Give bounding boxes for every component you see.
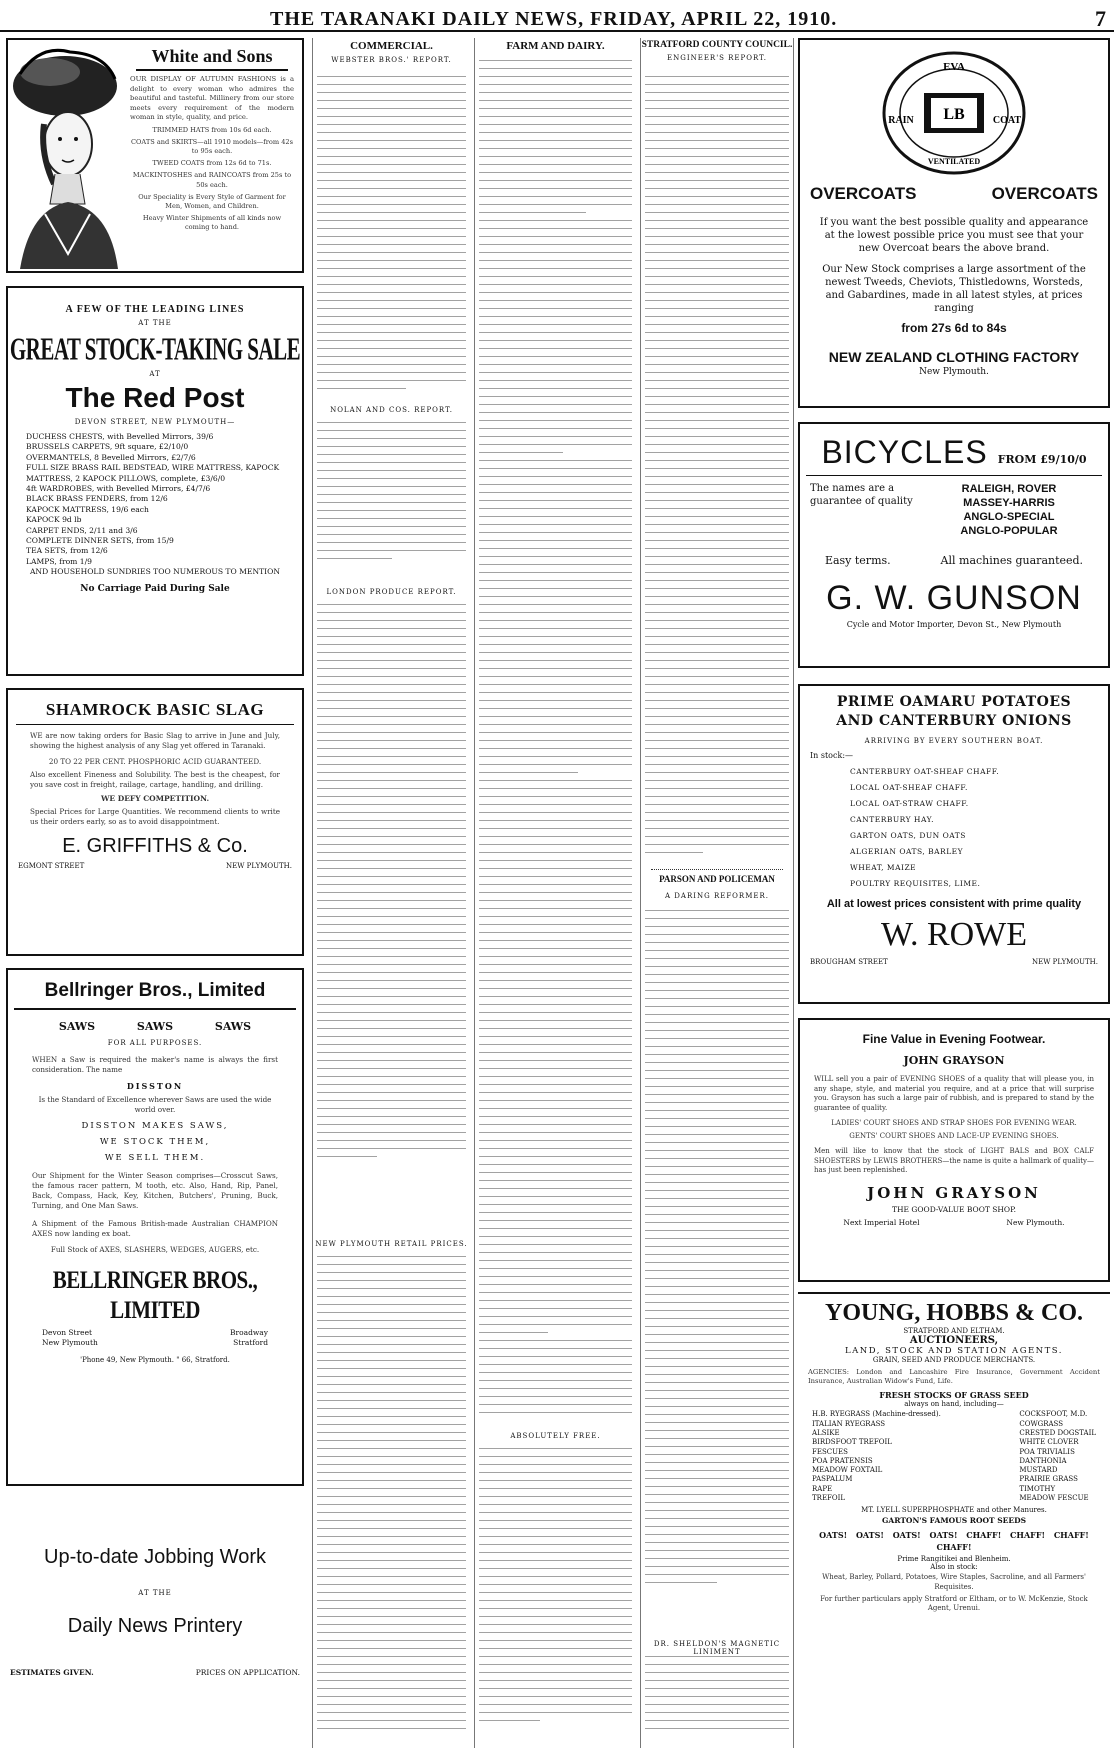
young-wheat: Wheat, Barley, Pollard, Potatoes, Wire Staples, Sacroline, and all Farmers' Requisites.: [822, 1573, 1086, 1591]
red-post-item: AND HOUSEHOLD SUNDRIES TOO NUMEROUS TO MENTION: [29, 567, 281, 577]
potatoes-ad: [798, 684, 1110, 1004]
shamrock-pct: 20 TO 22 PER CENT. PHOSPHORIC ACID GUARANTEED.: [48, 757, 262, 766]
shamrock-defy: WE DEFY COMPETITION.: [100, 794, 210, 804]
young-garton: GARTON'S FAMOUS ROOT SEEDS: [882, 1516, 1026, 1526]
bellringer-axes: A Shipment of the Famous British-made Australian CHAMPION AXES now landing ex boat.: [32, 1219, 278, 1238]
council-sub-reformer: A DARING REFORMER.: [665, 892, 769, 900]
red-post-item: FULL SIZE BRASS RAIL BEDSTEAD, WIRE MATTRESS, KAPOCK MATTRESS, 2 KAPOCK PILLOWS, complete, £3/6/0: [26, 463, 280, 483]
bicycles-from: FROM £9/10/0: [997, 453, 1087, 466]
potatoes-arriving: ARRIVING BY EVERY SOUTHERN BOAT.: [864, 737, 1044, 745]
red-post-pre: A FEW OF THE LEADING LINES: [65, 304, 245, 315]
saws-label: SAWS: [58, 1020, 96, 1033]
red-post-addr: DEVON STREET, NEW PLYMOUTH—: [74, 418, 236, 426]
seed-item: DANTHONIA: [1019, 1456, 1067, 1465]
bicycles-title: BICYCLES: [821, 434, 988, 470]
young-oats-chaff: OATS! OATS! OATS! OATS! CHAFF! CHAFF! CHAFF! CHAFF!: [819, 1530, 1089, 1553]
commercial-text-block: [317, 1256, 466, 1746]
bellringer-makes: DISSTON MAKES SAWS,: [81, 1121, 229, 1131]
grayson-body: WILL sell you a pair of EVENING SHOES of a quality that will please you, in any shape, style, and material you require, and at a price that will surprise you. Grayson has such a large pair of rubbish, and is prepared to stand by the guarantee of quality.: [814, 1075, 1094, 1112]
white-sons-intro: OUR DISPLAY OF AUTUMN FASHIONS is a delight to every woman who admires the beautiful and tasteful. Millinery from our store meets every requirement of the modern woman in style, quality, and price.: [130, 75, 294, 121]
bellringer-standard: Is the Standard of Excellence wherever Saws are used the wide world over.: [38, 1095, 272, 1114]
grayson-store: THE GOOD-VALUE BOOT SHOP.: [892, 1204, 1016, 1214]
red-post-item: KAPOCK MATTRESS, 19/6 each: [26, 504, 149, 514]
badge-bottom-text: VENTILATED: [927, 157, 981, 166]
red-post-item: BRUSSELS CARPETS, 9ft square, £2/10/0: [26, 442, 189, 452]
potatoes-instock: In stock:—: [810, 751, 854, 760]
grayson-ladies: LADIES' COURT SHOES AND STRAP SHOES FOR EVENING WEAR.: [831, 1119, 1077, 1127]
white-sons-ad: [6, 38, 304, 273]
masthead: [0, 0, 1114, 32]
red-post-items: [8, 428, 302, 582]
white-sons-tweed: TWEED COATS from 12s 6d to 71s.: [152, 159, 272, 168]
bellringer-ad: [6, 968, 304, 1486]
potatoes-title2: AND CANTERBURY ONIONS: [836, 713, 1072, 729]
grayson-ad: [798, 1018, 1110, 1282]
jobbing-title: Up-to-date Jobbing Work: [44, 1546, 266, 1568]
potatoes-item: GARTON OATS, DUN OATS: [850, 831, 966, 840]
council-text-block: [645, 76, 789, 856]
farm-text-block: [479, 60, 632, 1420]
bicycles-addr: Cycle and Motor Importer, Devon St., New Plymouth: [846, 620, 1062, 629]
grayson-men: Men will like to know that the stock of LIGHT BALS and BOX CALF SHOESTERS by LEWIS BROTHERS—the name is quite a hallmark of quality—has just been replenished.: [814, 1147, 1094, 1175]
potatoes-item: ALGERIAN OATS, BARLEY: [850, 847, 964, 856]
seed-item: ITALIAN RYEGRASS: [812, 1419, 886, 1428]
white-sons-title: White and Sons: [151, 46, 273, 66]
potatoes-title1: PRIME OAMARU POTATOES: [836, 694, 1072, 710]
seed-item: FESCUES: [812, 1447, 848, 1456]
seed-item: TIMOTHY: [1019, 1484, 1056, 1493]
shamrock-title: SHAMROCK BASIC SLAG: [45, 700, 265, 719]
bellringer-logo: BELLRINGER BROS., LIMITED: [52, 1265, 258, 1325]
seed-item: WHITE CLOVER: [1019, 1438, 1079, 1447]
seed-item: COCKSFOOT, M.D.: [1019, 1410, 1088, 1419]
potatoes-item: LOCAL OAT-SHEAF CHAFF.: [850, 783, 968, 792]
shamrock-special: Special Prices for Large Quantities. We recommend clients to write us their orders early, so as to avoid disappointment.: [30, 807, 280, 827]
young-fresh: FRESH STOCKS OF GRASS SEED: [879, 1390, 1029, 1401]
shamrock-ad: [6, 688, 304, 956]
seed-item: COWGRASS: [1019, 1419, 1064, 1428]
farm-heading: FARM AND DAIRY.: [506, 40, 605, 52]
column-5: [798, 38, 1110, 1748]
red-post-item: KAPOCK 9d lb: [26, 515, 82, 525]
bicycles-guar: All machines guaranteed.: [940, 554, 1084, 567]
seed-item: MEADOW FOXTAIL: [812, 1466, 883, 1475]
seed-item: MEADOW FESCUE: [1019, 1494, 1089, 1503]
bellringer-disston: DISSTON: [126, 1081, 184, 1091]
council-sub-engineer: ENGINEER'S REPORT.: [667, 54, 767, 62]
commercial-text-block: [317, 422, 466, 582]
lady-portrait-illustration: [10, 44, 120, 269]
red-post-item: COMPLETE DINNER SETS, from 15/9: [26, 536, 174, 546]
bicycle-brand: MASSEY-HARRIS: [963, 497, 1055, 509]
bicycles-firm: G. W. GUNSON: [826, 579, 1082, 617]
young-agents: LAND, STOCK AND STATION AGENTS.: [844, 1346, 1064, 1356]
badge-top-text: EVA: [943, 61, 965, 73]
overcoats-body2: Our New Stock comprises a large assortment of the newest Tweeds, Cheviots, Thistledowns, Worsteds, and Gabardines, made in all latest styles, at prices ranging: [822, 264, 1086, 314]
young-always: always on hand, including—: [904, 1400, 1004, 1409]
white-sons-mack: MACKINTOSHES and RAINCOATS from 25s to 50s each.: [132, 171, 292, 189]
young-agencies: AGENCIES: London and Lancashire Fire Insurance, Government Accident Insurance, Australian Widow's Fund, Life.: [808, 1368, 1100, 1386]
grayson-big: JOHN GRAYSON: [867, 1183, 1041, 1202]
young-also: Also in stock:: [930, 1563, 978, 1572]
white-sons-hats: TRIMMED HATS from 10s 6d each.: [152, 125, 272, 134]
red-post-at2: AT: [149, 370, 161, 378]
bicycles-names: The names are a guarantee of quality: [810, 483, 913, 507]
saws-label: SAWS: [136, 1020, 174, 1033]
council-text-block: [645, 910, 789, 1590]
bellringer-shipment: Our Shipment for the Winter Season comprises—Crosscut Saws, the famous racer pattern, M tooth, etc. Also, Hand, Rip, Panel, Back, Compass, Hack, Key, Kitchen, Butchers', Pruning, Buck, Turning, and One Man Saws.: [32, 1171, 278, 1210]
overcoats-ad: [798, 38, 1110, 408]
bellringer-full: Full Stock of AXES, SLASHERS, WEDGES, AUGERS, etc.: [50, 1245, 260, 1254]
overcoats-price: from 27s 6d to 84s: [901, 321, 1007, 335]
potatoes-item: CANTERBURY HAY.: [850, 815, 934, 824]
jobbing-name: Daily News Printery: [67, 1615, 243, 1637]
red-post-item: 4ft WARDROBES, with Bevelled Mirrors, £4/7/6: [26, 484, 211, 494]
potatoes-item: WHEAT, MAIZE: [850, 863, 917, 872]
column-county-council: [640, 38, 794, 1748]
potatoes-town: NEW PLYMOUTH.: [1032, 958, 1098, 966]
white-sons-spec: Our Speciality is Every Style of Garment for Men, Women, and Children.: [138, 192, 286, 210]
commercial-heading: COMMERCIAL.: [350, 40, 433, 52]
council-sub-sheldon: DR. SHELDON'S MAGNETIC LINIMENT: [653, 1640, 781, 1656]
young-hobbs-ad: [798, 1292, 1110, 1748]
grayson-town: New Plymouth.: [1006, 1217, 1065, 1227]
badge-right-text: COAT: [992, 115, 1022, 126]
bellringer-np: New Plymouth: [42, 1338, 98, 1348]
red-post-item: LAMPS, from 1/9: [26, 556, 93, 566]
jobbing-foot-right: PRICES ON APPLICATION.: [195, 1668, 300, 1677]
overcoats-firm: NEW ZEALAND CLOTHING FACTORY: [828, 349, 1080, 365]
seed-item: RAPE: [812, 1484, 833, 1493]
commercial-sub-webster: WEBSTER BROS.' REPORT.: [331, 56, 452, 64]
young-grain: GRAIN, SEED AND PRODUCE MERCHANTS.: [872, 1356, 1036, 1364]
commercial-sub-nolan: NOLAN AND COS. REPORT.: [330, 406, 453, 414]
seed-item: PRAIRIE GRASS: [1019, 1475, 1078, 1484]
young-further: For further particulars apply Stratford or Eltham, or to W. McKenzie, Stock Agent, Urenui.: [820, 1594, 1088, 1612]
jobbing-at: AT THE: [138, 1589, 172, 1597]
commercial-sub-london: LONDON PRODUCE REPORT.: [326, 588, 457, 596]
white-sons-coats: COATS and SKIRTS—all 1910 models—from 42s to 95s each.: [130, 137, 293, 155]
potatoes-firm: W. ROWE: [880, 916, 1028, 953]
commercial-sub-retail: NEW PLYMOUTH RETAIL PRICES.: [315, 1240, 468, 1248]
overcoats-title-right: OVERCOATS: [991, 184, 1098, 203]
seed-item: PASPALUM: [812, 1475, 853, 1484]
shamrock-also: Also excellent Fineness and Solubility. The best is the cheapest, for you save cost in freight, railage, cartage, handling, and drilling.: [30, 770, 280, 790]
potatoes-street: BROUGHAM STREET: [810, 958, 888, 966]
young-places: STRATFORD AND ELTHAM.: [903, 1327, 1005, 1335]
commercial-text-block: [317, 76, 466, 396]
rain-coat-badge-icon: [879, 48, 1029, 178]
column-1: [6, 38, 304, 1748]
young-title: YOUNG, HOBBS & CO.: [824, 1300, 1084, 1326]
bicycle-brand: ANGLO-SPECIAL: [963, 511, 1055, 523]
council-text-block: [645, 1656, 789, 1746]
red-post-name: The Red Post: [65, 382, 245, 413]
page-number: 7: [1095, 6, 1106, 31]
young-auct: AUCTIONEERS,: [909, 1335, 999, 1346]
bicycles-terms: Easy terms.: [824, 554, 891, 567]
seed-item: CRESTED DOGSTAIL: [1019, 1429, 1096, 1437]
shamrock-firm: E. GRIFFITHS & Co.: [62, 835, 248, 858]
seed-item: ALSIKE: [812, 1429, 840, 1437]
seed-item: POA TRIVIALIS: [1019, 1447, 1075, 1456]
masthead-title: THE TARANAKI DAILY NEWS, FRIDAY, APRIL 22, 1910.: [270, 8, 838, 30]
shamrock-town: NEW PLYMOUTH.: [226, 862, 292, 871]
young-prime: Prime Rangitikei and Blenheim.: [897, 1555, 1011, 1564]
council-heading: STRATFORD COUNTY COUNCIL.: [641, 40, 793, 50]
farm-sub-free: ABSOLUTELY FREE.: [510, 1432, 601, 1440]
bellringer-broadway: Broadway: [229, 1328, 268, 1338]
grayson-next: Next Imperial Hotel: [843, 1217, 920, 1227]
badge-left-text: RAIN: [888, 115, 914, 126]
red-post-sale: GREAT STOCK-TAKING SALE: [9, 330, 301, 367]
potatoes-item: POULTRY REQUISITES, LIME.: [850, 879, 981, 888]
svg-text:LB: LB: [943, 106, 965, 123]
potatoes-lowest: All at lowest prices consistent with prime quality: [826, 898, 1082, 910]
potatoes-item: CANTERBURY OAT-SHEAF CHAFF.: [850, 767, 1000, 776]
red-post-item: BLACK BRASS FENDERS, from 12/6: [26, 494, 168, 504]
council-sub-parson: PARSON AND POLICEMAN: [659, 874, 775, 884]
potatoes-item: LOCAL OAT-STRAW CHAFF.: [850, 799, 969, 808]
bellringer-title: Bellringer Bros., Limited: [44, 980, 266, 1001]
seed-item: H.B. RYEGRASS (Machine-dressed).: [812, 1410, 941, 1419]
shamrock-body: WE are now taking orders for Basic Slag to arrive in June and July, showing the highest analysis of any Slag yet offered in Taranaki.: [30, 731, 280, 750]
commercial-text-block: [317, 604, 466, 1234]
young-manures: MT. LYELL SUPERPHOSPHATE and other Manures.: [861, 1506, 1047, 1515]
bicycle-brand: ANGLO-POPULAR: [960, 525, 1058, 537]
grayson-title: Fine Value in Evening Footwear.: [862, 1032, 1046, 1046]
jobbing-foot-left: ESTIMATES GIVEN.: [10, 1668, 94, 1677]
overcoats-title-left: OVERCOATS: [810, 184, 917, 203]
jobbing-ad: [6, 1500, 304, 1740]
white-sons-ship: Heavy Winter Shipments of all kinds now coming to hand.: [142, 214, 282, 232]
bellringer-devon: Devon Street: [42, 1328, 93, 1338]
red-post-item: CARPET ENDS, 2/11 and 3/6: [26, 525, 138, 535]
red-post-item: DUCHESS CHESTS, with Bevelled Mirrors, 39/6: [26, 432, 214, 441]
red-post-item: OVERMANTELS, 8 Bevelled Mirrors, £2/7/6: [26, 452, 196, 462]
bellringer-stock: WE STOCK THEM,: [99, 1137, 211, 1147]
bellringer-purposes: FOR ALL PURPOSES.: [107, 1039, 203, 1047]
bellringer-when: WHEN a Saw is required the maker's name is always the first consideration. The name: [32, 1055, 278, 1074]
bellringer-sell: WE SELL THEM.: [104, 1153, 206, 1163]
red-post-item: TEA SETS, from 12/6: [26, 546, 108, 556]
red-post-footer: No Carriage Paid During Sale: [80, 583, 230, 594]
bellringer-phone: 'Phone 49, New Plymouth. " 66, Stratford.: [80, 1356, 230, 1365]
bicycles-ad: [798, 422, 1110, 668]
farm-text-block: [479, 1448, 632, 1748]
red-post-at: AT THE: [138, 319, 172, 327]
shamrock-street: EGMONT STREET: [18, 862, 85, 871]
column-commercial: [312, 38, 470, 1748]
red-post-ad: [6, 286, 304, 676]
saws-label: SAWS: [214, 1020, 252, 1033]
column-farm-dairy: [474, 38, 636, 1748]
grayson-name: JOHN GRAYSON: [903, 1054, 1005, 1067]
bicycle-brand: RALEIGH, ROVER: [961, 483, 1057, 495]
overcoats-body1: If you want the best possible quality and appearance at the lowest possible price you must see that your new Overcoat bears the above brand.: [819, 217, 1089, 254]
seed-item: TREFOIL: [812, 1494, 846, 1503]
overcoats-town: New Plymouth.: [919, 367, 989, 377]
seed-item: BIRDSFOOT TREFOIL: [812, 1438, 892, 1447]
grayson-gents: GENTS' COURT SHOES AND LACE-UP EVENING SHOES.: [849, 1132, 1059, 1141]
seed-item: POA PRATENSIS: [812, 1456, 873, 1465]
bellringer-stratford: Stratford: [233, 1338, 268, 1348]
seed-item: MUSTARD: [1019, 1466, 1058, 1475]
